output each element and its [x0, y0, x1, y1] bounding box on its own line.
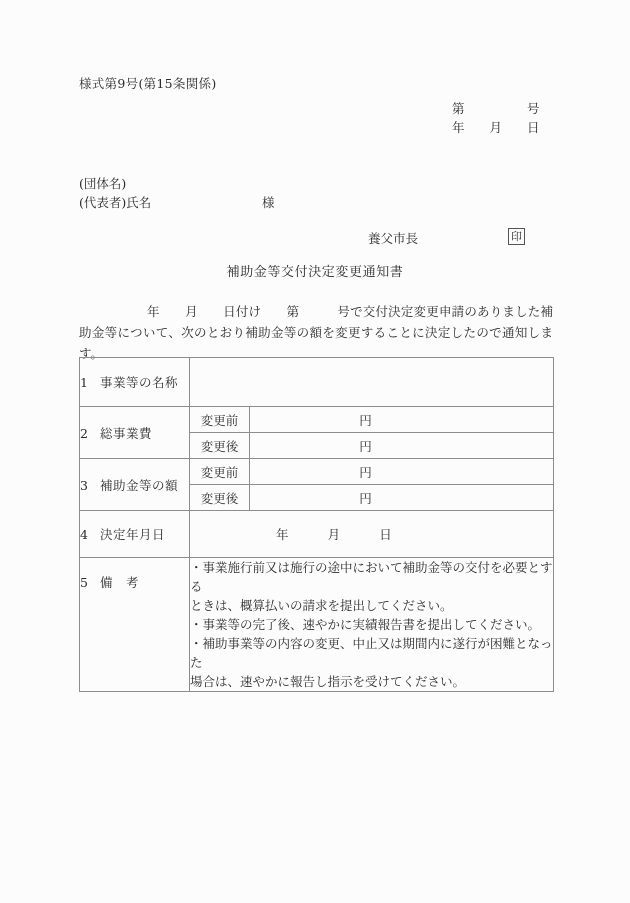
organization-name-label: (団体名)	[79, 176, 127, 191]
body-paragraph: 年 月 日付け 第 号で交付決定変更申請のありました補助金等について、次のとおり補助金等の額を変更することに決定したので通知します。	[79, 304, 553, 361]
remark-line: ・事業施行前又は施行の途中において補助金等の交付を必要とする	[190, 560, 553, 594]
row-value-subsidy-after[interactable]	[250, 485, 554, 511]
remark-line: 場合は、速やかに報告し指示を受けてください。	[190, 674, 466, 689]
subrow-label-before-change: 変更前	[190, 407, 250, 433]
subrow-label-before-change: 変更前	[190, 459, 250, 485]
row-value-remarks	[190, 558, 554, 692]
row-number: 5	[80, 575, 89, 590]
page-title: 補助金等交付決定変更通知書	[226, 265, 404, 280]
issuer-name: 養父市長	[368, 231, 419, 246]
row-number: 3	[80, 477, 89, 493]
row-value-project-name[interactable]	[190, 358, 554, 407]
row-value-decision-date[interactable]	[190, 511, 554, 558]
document-date-field: 年 月 日	[452, 120, 540, 135]
row-number: 4	[80, 527, 89, 542]
row-label-text: 補助金等の額	[100, 477, 179, 493]
row-label-text: 総事業費	[100, 425, 153, 441]
table-row	[80, 459, 554, 485]
representative-name-label: (代表者)氏名	[79, 195, 152, 210]
row-label-total-cost	[80, 407, 190, 459]
document-number-field: 第 号	[452, 101, 540, 116]
currency-unit: 円	[359, 438, 372, 454]
table-row	[80, 511, 554, 558]
remark-line: ・事業等の完了後、速やかに実績報告書を提出してください。	[190, 617, 541, 632]
subrow-label-after-change: 変更後	[190, 485, 250, 511]
currency-unit: 円	[359, 412, 372, 428]
table-row	[80, 558, 554, 692]
remark-line: ・補助事業等の内容の変更、中止又は期間内に遂行が困難となった	[190, 636, 553, 670]
row-number: 2	[80, 425, 89, 441]
seal-stamp-box: 印	[508, 228, 525, 245]
row-label-remarks	[80, 558, 190, 692]
row-number: 1	[80, 375, 89, 390]
table-row	[80, 407, 554, 433]
currency-unit: 円	[359, 464, 372, 480]
form-number: 様式第9号(第15条関係)	[79, 76, 217, 91]
notification-table	[79, 357, 554, 692]
row-value-total-cost-after[interactable]	[250, 433, 554, 459]
honorific-label: 様	[262, 195, 275, 210]
decision-date-line: 年 月 日	[276, 527, 393, 542]
table-row	[80, 358, 554, 407]
row-label-decision-date	[80, 511, 190, 558]
currency-unit: 円	[359, 490, 372, 506]
row-label-text: 決定年月日	[100, 527, 166, 542]
row-label-text: 事業等の名称	[100, 375, 179, 390]
row-label-text: 備 考	[100, 575, 140, 590]
row-value-total-cost-before[interactable]	[250, 407, 554, 433]
row-label-subsidy-amount	[80, 459, 190, 511]
row-label-project-name	[80, 358, 190, 407]
row-value-subsidy-before[interactable]	[250, 459, 554, 485]
subrow-label-after-change: 変更後	[190, 433, 250, 459]
remark-line: ときは、概算払いの請求を提出してください。	[190, 598, 453, 613]
